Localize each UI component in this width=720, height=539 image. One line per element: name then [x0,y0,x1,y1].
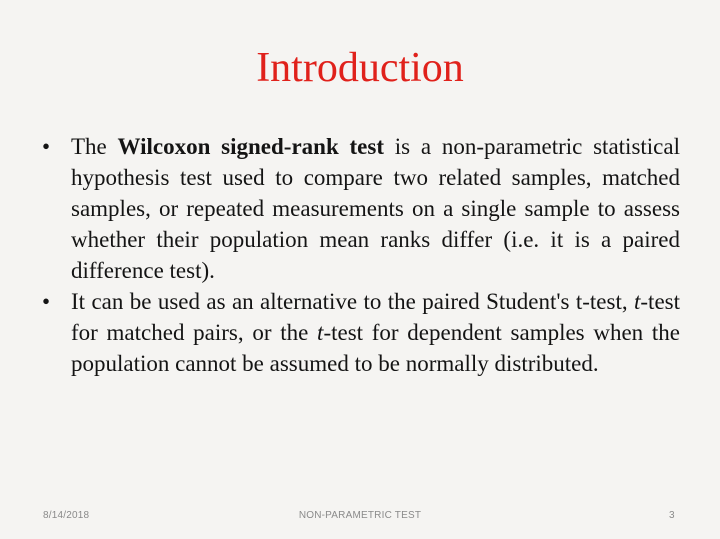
bullet-text-segment: -test for dependent samples when the population cannot be assumed to be normally distributed. [71,320,680,376]
bullet-symbol: • [42,289,51,314]
bullet-item-2 [40,286,680,379]
bullet-text-segment: It can be used as an alternative to the paired Student's t-test, [71,289,634,314]
footer-page-number: 3 [669,510,675,521]
bullet-text-italic: t [634,289,641,314]
bullet-item-1 [40,131,680,286]
footer-date: 8/14/2018 [43,510,90,521]
bullet-text-segment: is a non-parametric statistical hypothesis test used to compare two related samples, matched samples, or repeated measurements on a single sample to assess whether their population mean ranks differ (i.e. it is a paired difference test). [71,134,680,283]
bullet-list [40,131,680,379]
bullet-text-italic: t [317,320,324,345]
bullet-symbol: • [42,134,51,159]
bullet-text [71,131,680,286]
bullet-text [71,286,680,379]
slide-title: Introduction [256,45,464,91]
bullet-text-segment: -test for matched pairs, or the [71,289,680,345]
footer-title: NON-PARAMETRIC TEST [298,510,422,521]
bullet-text-bold-term: Wilcoxon signed-rank test [117,134,384,159]
bullet-text-segment: The [71,134,118,159]
